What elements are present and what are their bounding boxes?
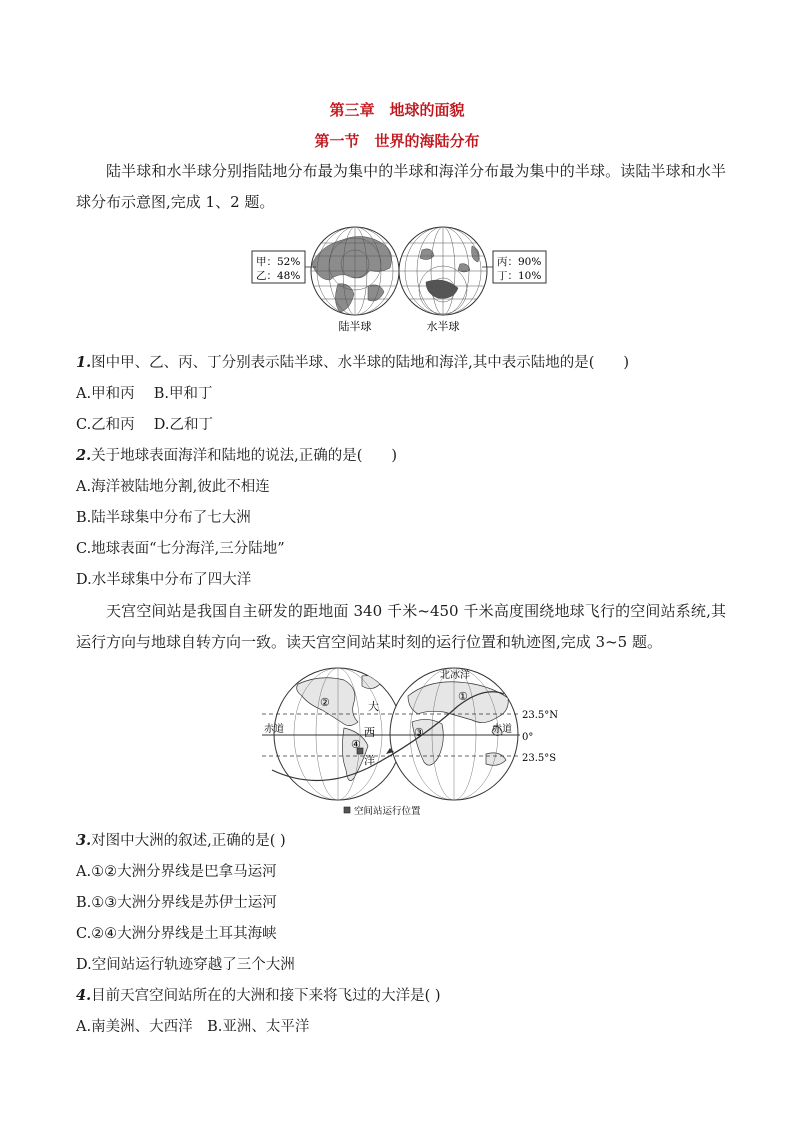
equator-label-left: 赤道 (264, 724, 284, 735)
water-ratio-ding: 丁：10% (497, 270, 542, 282)
intro-paragraph-2: 天宫空间站是我国自主研发的距地面 340 千米~450 千米高度围绕地球飞行的空间站系统,其运行方向与地球自转方向一致。读天宫空间站某时刻的运行位置和轨迹图,完成 3~5 题。 (76, 602, 726, 651)
question-stem: 图中甲、乙、丙、丁分别表示陆半球、水半球的陆地和海洋,其中表示陆地的是( ) (91, 355, 630, 371)
question-number: 2. (76, 447, 92, 464)
water-ratio-bing: 丙：90% (497, 256, 542, 268)
section-title: 第一节 世界的海陆分布 (314, 132, 480, 150)
question-3 (76, 829, 286, 850)
atlantic-label-yang: 洋 (364, 754, 375, 767)
hemispheres-figure (250, 224, 550, 336)
question-1-options-ab: A.甲和丙 B.甲和丁 (76, 386, 213, 402)
legend-label: 空间站运行位置 (354, 806, 421, 817)
land-ratio-yi: 乙：48% (256, 270, 301, 282)
question-4-options-ab: A.南美洲、大西洋 B.亚洲、太平洋 (76, 1019, 310, 1035)
water-hemisphere-globe (399, 227, 487, 315)
western-hemisphere (274, 668, 402, 800)
question-1 (76, 351, 629, 372)
chapter-title: 第三章 地球的面貌 (329, 101, 465, 119)
continent-1-label: ① (458, 690, 468, 703)
equator-degree-label: 0° (522, 732, 534, 743)
land-hemisphere-globe (311, 227, 399, 315)
question-number: 1. (76, 354, 92, 371)
question-stem: 对图中大洲的叙述,正确的是( ) (91, 833, 286, 849)
map-legend (344, 805, 421, 817)
water-hemisphere-caption: 水半球 (426, 320, 460, 333)
continent-2-label: ② (320, 696, 330, 709)
question-stem: 关于地球表面海洋和陆地的说法,正确的是( ) (91, 448, 398, 464)
question-stem: 目前天宫空间站所在的大洲和接下来将飞过的大洋是( ) (91, 988, 441, 1004)
question-number: 3. (76, 832, 92, 849)
water-hemisphere-ratio-box (482, 251, 546, 283)
question-2-option-c: C.地球表面“七分海洋,三分陆地” (76, 541, 285, 557)
question-1-options-cd: C.乙和丙 D.乙和丁 (76, 417, 214, 433)
question-2-option-b: B.陆半球集中分布了七大洲 (76, 510, 251, 526)
question-3-option-c: C.②④大洲分界线是土耳其海峡 (76, 926, 277, 942)
question-3-option-b: B.①③大洲分界线是苏伊士运河 (76, 895, 277, 911)
intro-paragraph-1: 陆半球和水半球分别指陆地分布最为集中的半球和海洋分布最为集中的半球。读陆半球和水半球分布示意图,完成 1、2 题。 (76, 162, 726, 211)
land-hemisphere-caption: 陆半球 (338, 320, 372, 333)
land-hemisphere-ratio-box (252, 251, 316, 283)
atlantic-label-da: 大 (368, 700, 379, 713)
question-3-option-a: A.①②大洲分界线是巴拿马运河 (76, 864, 277, 880)
continent-3-label: ③ (414, 726, 424, 739)
question-2-option-d: D.水半球集中分布了四大洋 (76, 572, 252, 588)
question-4 (76, 984, 441, 1005)
tropic-of-cancer-label: 23.5°N (522, 710, 558, 721)
tropic-of-capricorn-label: 23.5°S (522, 753, 557, 764)
atlantic-label-xi: 西 (364, 726, 375, 739)
question-number: 4. (76, 987, 92, 1004)
question-3-option-d: D.空间站运行轨迹穿越了三个大洲 (76, 957, 295, 973)
land-ratio-jia: 甲：52% (256, 256, 301, 268)
continent-4-label: ④ (351, 738, 361, 751)
space-station-map (258, 666, 558, 820)
question-2-option-a: A.海洋被陆地分割,彼此不相连 (76, 479, 270, 495)
question-2 (76, 444, 397, 465)
equator-label-right: 赤道 (492, 724, 512, 735)
arctic-ocean-label: 北冰洋 (440, 670, 470, 681)
